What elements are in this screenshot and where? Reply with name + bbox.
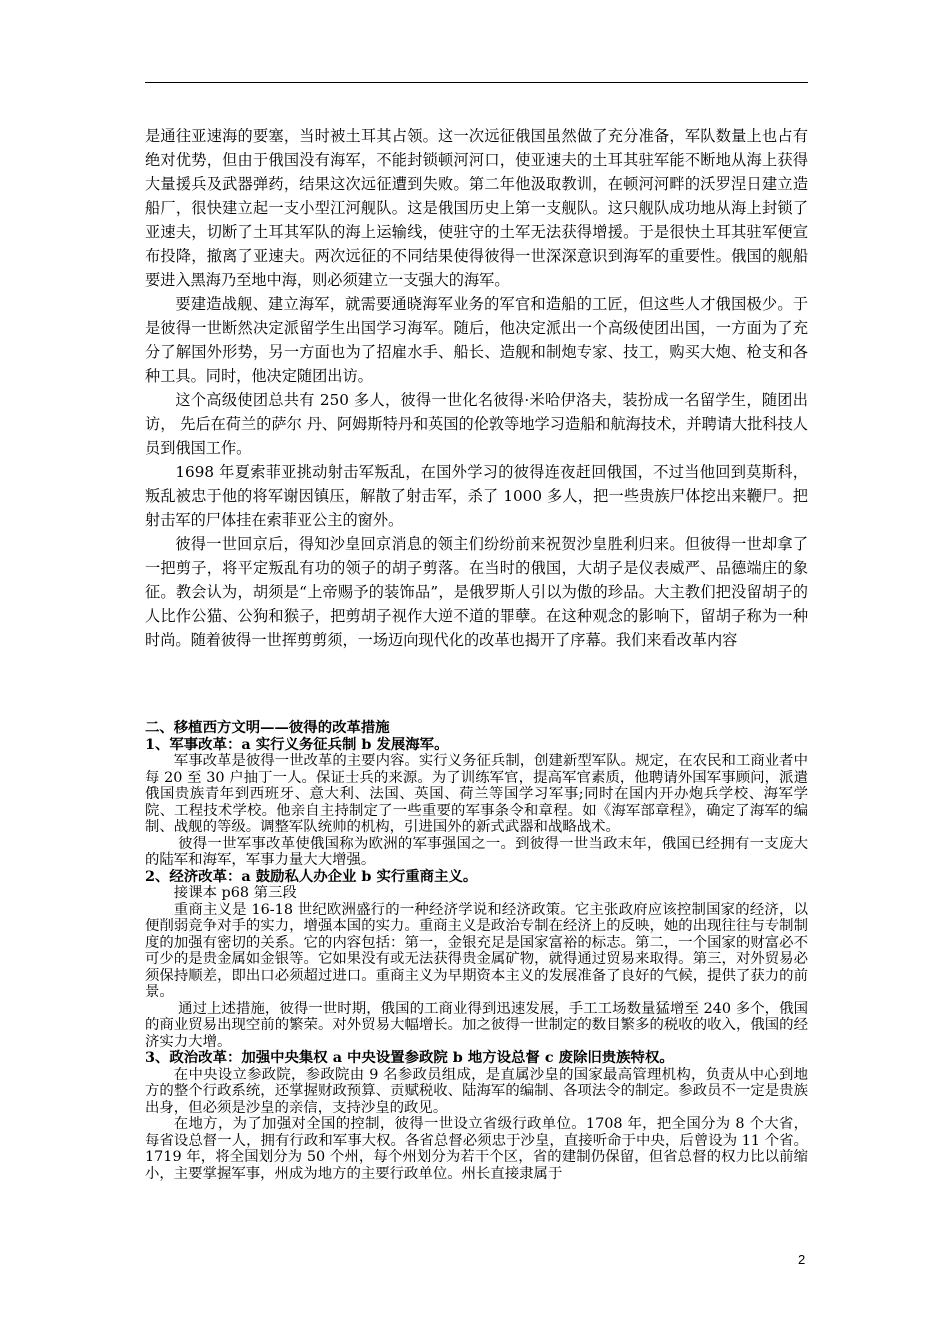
reform-section: [145, 720, 808, 1182]
political-reform-heading: 3、政治改革：加强中央集权 a 中央设置参政院 b 地方设总督 c 废除旧贵族特权。: [145, 1049, 674, 1066]
paragraph: 要建造战舰、建立海军，就需要通晓海军业务的军官和造船的工匠，但这些人才俄国极少。于是彼得一世断然决定派留学生出国学习海军。随后，他决定派出一个高级使团出国，一方面为了充分了解国外形势，另一方面也为了招雇水手、船长、造舰和制炮专家、技工，购买大炮、枪支和各种工具。同时，他决定随团出访。: [145, 295, 808, 385]
paragraph: 彼得一世军事改革使俄国称为欧洲的军事强国之一。到彼得一世当政末年，俄国已经拥有一支庞大的陆军和海军，军事力量大大增强。: [145, 835, 808, 868]
paragraph: 这个高级使团总共有 250 多人，彼得一世化名彼得·米哈伊洛夫，装扮成一名留学生，随团出访， 先后在荷兰的萨尔 丹、阿姆斯特丹和英国的伦敦等地学习造船和航海技术，并聘请大批科技人员到俄国工作。: [145, 391, 808, 457]
paragraph: 军事改革是彼得一世改革的主要内容。实行义务征兵制，创建新型军队。规定，在农民和工商业者中每 20 至 30 户抽丁一人。保证士兵的来源。为了训练军官，提高军官素质，他聘请外国军事顾问，派遣俄国贵族青年到西班牙、意大利、法国、英国、荷兰等国学习军事;同时在国内开办炮兵学校、海军学院、工程技术学校。他亲自主持制定了一些重要的军事条令和章程。如《海军部章程》，确定了海军的编制、战舰的等级。调整军队统帅的机构，引进国外的新式武器和战略战术。: [145, 753, 808, 835]
paragraph: 在地方，为了加强对全国的控制，彼得一世设立省级行政单位。1708 年，把全国分为 8 个大省，每省设总督一人，拥有行政和军事大权。各省总督必须忠于沙皇，直接听命于中央，后曾设为 11 个省。1719 年，将全国划分为 50 个州，每个州划分为若干个区，省的建制仍保留，但省总督的权力比以前缩小，主要掌握军事，州成为地方的主要行政单位。州长直接隶属于: [145, 1116, 808, 1182]
paragraph: 1698 年夏索菲亚挑动射击军叛乱，在国外学习的彼得连夜赶回俄国，不过当他回到莫斯科，叛乱被忠于他的将军谢因镇压，解散了射击军，杀了 1000 多人，把一些贵族尸体挖出来鞭尸。把射击军的尸体挂在索菲亚公主的窗外。: [145, 463, 808, 529]
header-rule: [145, 82, 808, 83]
paragraph: 通过上述措施，彼得一世时期，俄国的工商业得到迅速发展，手工工场数量猛增至 240 多个，俄国的商业贸易出现空前的繁荣。对外贸易大幅增长。加之彼得一世制定的数目繁多的税收的收入，俄国的经济实力大增。: [145, 1000, 808, 1050]
paragraph: 彼得一世回京后，得知沙皇回京消息的领主们纷纷前来祝贺沙皇胜利归来。但彼得一世却拿了一把剪子，将平定叛乱有功的领子的胡子剪落。在当时的俄国，大胡子是仪表威严、品德端庄的象征。教会认为，胡须是“上帝赐予的装饰品”，是俄罗斯人引以为傲的珍品。大主教们把没留胡子的人比作公猫、公狗和猴子，把剪胡子视作大逆不道的罪孽。在这种观念的影响下，留胡子称为一种时尚。随着彼得一世挥剪剪须，一场迈向现代化的改革也揭开了序幕。我们来看改革内容: [145, 535, 808, 649]
paragraph: 重商主义是 16-18 世纪欧洲盛行的一种经济学说和经济政策。它主张政府应该控制国家的经济，以便削弱竞争对手的实力，增强本国的实力。重商主义是政治专制在经济上的反映，她的出现往往与专制制度的加强有密切的关系。它的内容包括：第一，金银充足是国家富裕的标志。第二，一个国家的财富必不可少的是贵金属如金银等。它如果没有或无法获得贵金属矿物，就得通过贸易来取得。第三，对外贸易必须保持顺差，即出口必须超过进口。重商主义为早期资本主义的发展准备了良好的气候，提供了获力的前景。: [145, 901, 808, 1000]
economic-reform-heading: 2、经济改革：a 鼓励私人办企业 b 实行重商主义。: [145, 867, 478, 885]
paragraph: 是通往亚速海的要塞，当时被土耳其占领。这一次远征俄国虽然做了充分准备，军队数量上也占有绝对优势，但由于俄国没有海军，不能封锁顿河河口，使亚速夫的土耳其驻军能不断地从海上获得大量援兵及武器弹药，结果这次远征遭到失败。第二年他汲取教训，在顿河河畔的沃罗涅日建立造船厂，很快建立起一支小型江河舰队。这是俄国历史上第一支舰队。这只舰队成功地从海上封锁了亚速夫，切断了土耳其军队的海上运输线，使驻守的土军无法获得增援。于是很快土耳其驻军便宣布投降，撤离了亚速夫。两次远征的不同结果使得彼得一世深深意识到海军的重要性。俄国的舰船要进入黑海乃至地中海，则必须建立一支强大的海军。: [145, 127, 808, 289]
section-heading: 二、移植西方文明——彼得的改革措施: [145, 719, 390, 736]
page-number: 2: [798, 1252, 806, 1267]
military-reform-heading: 1、军事改革：a 实行义务征兵制 b 发展海军。: [145, 735, 449, 753]
paragraph: 在中央设立参政院，参政院由 9 名参政员组成，是直属沙皇的国家最高管理机构，负责从中心到地方的整个行政系统，还掌握财政预算、贡赋税收、陆海军的编制、各项法令的制定。参政员不一定是贵族出身，但必须是沙皇的亲信，支持沙皇的政见。: [145, 1066, 808, 1116]
textbook-note: 接课本 p68 第三段: [173, 885, 297, 901]
narrative-section: [145, 124, 808, 652]
